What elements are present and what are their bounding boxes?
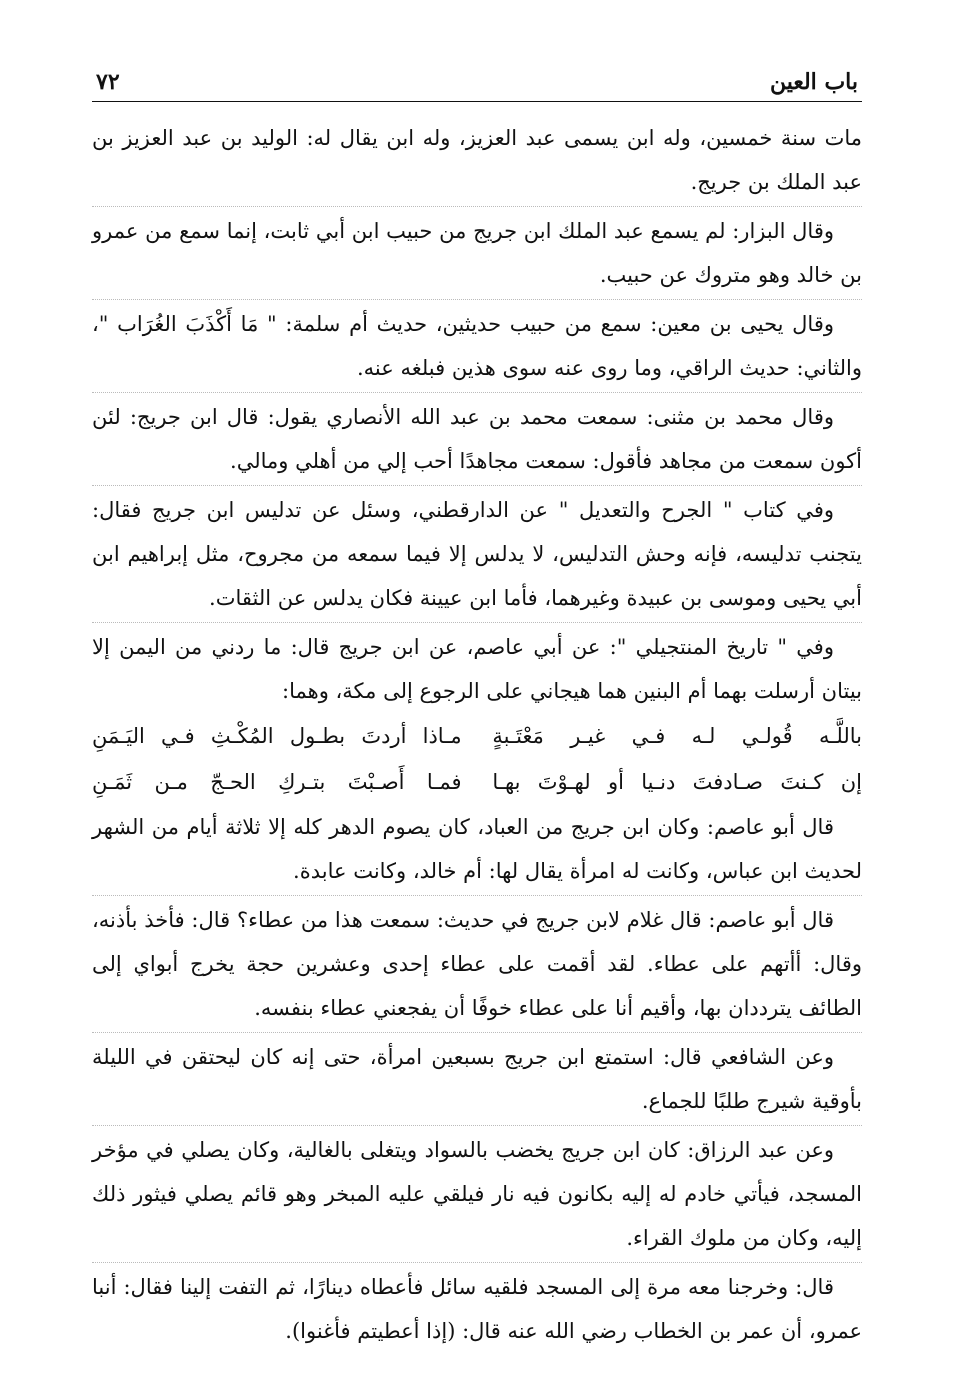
paragraph: وعن عبد الرزاق: كان ابن جريج يخضب بالسواد ويتغلى بالغالية، وكان يصلي في مؤخر المسجد، فيأتي خادم له إليه بكانون فيه نار فيلقي عليه المبخر وهو قائم يصلي فيثور ذلك إليه، وكان من ملوك القراء. bbox=[92, 1138, 862, 1250]
paragraph: مات سنة خمسين، وله ابن يسمى عبد العزيز، وله ابن يقال له: الوليد بن عبد العزيز بن عبد الملك بن جريج. bbox=[92, 126, 862, 194]
paragraph: وقال محمد بن مثنى: سمعت محمد بن عبد الله الأنصاري يقول: قال ابن جريج: لئن أكون سمعت من مجاهد فأقول: سمعت مجاهدًا أحب إلي من أهلي ومالي. bbox=[92, 405, 862, 473]
paragraph-divider bbox=[92, 1032, 862, 1033]
verse-second-hemistich: فمـا أَصـبْتَ بتـركِ الحـجّ مـن ثَمَـنِ bbox=[92, 770, 462, 794]
poem-verse bbox=[92, 713, 862, 759]
paragraph-divider bbox=[92, 299, 862, 300]
page-number: ٧٢ bbox=[96, 69, 120, 95]
paragraph: وفي " تاريخ المنتجيلي ": عن أبي عاصم، عن ابن جريج قال: ما ردني من اليمن إلا بيتان أرسلت بهما أم البنين هما هيجاني على الرجوع إلى مكة، وهما: bbox=[92, 635, 862, 703]
verse-first-hemistich: باللَّـه قُولـي لـه فـي غيـر مَعْتَـبةٍ bbox=[492, 724, 862, 748]
paragraph-divider bbox=[92, 622, 862, 623]
verse-second-hemistich: مـاذا أردتَ بطـول المُكْـثِ فـي اليَـمَنِ bbox=[92, 724, 462, 748]
paragraph: وفي كتاب " الجرح والتعديل " عن الدارقطني، وسئل عن تدليس ابن جريج فقال: يتجنب تدليسه، فإنه وحش التدليس، لا يدلس إلا فيما سمعه من مجروح، مثل إبراهيم ابن أبي يحيى وموسى بن عبيدة وغيرهما، فأما ابن عيينة فكان يدلس عن الثقات. bbox=[92, 498, 862, 610]
paragraph-divider bbox=[92, 206, 862, 207]
chapter-title: باب العين bbox=[769, 69, 858, 95]
page-body bbox=[92, 116, 862, 1353]
paragraph: وقال يحيى بن معين: سمع من حبيب حديثين، حديث أم سلمة: " مَا أَكْذَبَ الغُرَاب "، والثاني: حديث الراقي، وما روى عنه سوى هذين فبلغه عنه. bbox=[92, 312, 862, 380]
paragraph-divider bbox=[92, 392, 862, 393]
paragraph-divider bbox=[92, 1125, 862, 1126]
paragraph-divider bbox=[92, 895, 862, 896]
paragraph: وقال البزار: لم يسمع عبد الملك ابن جريج من حبيب ابن أبي ثابت، إنما سمع من عمرو بن خالد وهو متروك عن حبيب. bbox=[92, 219, 862, 287]
paragraph: قال: وخرجنا معه مرة إلى المسجد فلقيه سائل فأعطاه دينارًا، ثم التفت إلينا فقال: أنبا عمرو، أن عمر بن الخطاب رضي الله عنه قال: (إذا أعطيتم فأغنوا). bbox=[92, 1275, 862, 1343]
paragraph-divider bbox=[92, 485, 862, 486]
verse-first-hemistich: إن كـنتَ صـادفتَ دنـيا أو لهـوْتَ بهـا bbox=[492, 770, 862, 794]
running-header bbox=[92, 58, 862, 102]
paragraph: قال أبو عاصم: قال غلام لابن جريج في حديث: سمعت هذا من عطاء؟ قال: فأخذ بأذنه، وقال: أأتهم على عطاء. لقد أقمت على عطاء إحدى وعشرين حجة يخرج أبواي إلى الطائف يترددان بها، وأقيم أنا على عطاء خوفًا أن يفجعني عطاء بنفسه. bbox=[92, 908, 862, 1020]
paragraph: قال أبو عاصم: وكان ابن جريج من العباد، كان يصوم الدهر كله إلا ثلاثة أيام من الشهر لحديث ابن عباس، وكانت له امرأة يقال لها: أم خالد، وكانت عابدة. bbox=[92, 815, 862, 883]
paragraph-divider bbox=[92, 1262, 862, 1263]
poem-verse bbox=[92, 759, 862, 805]
paragraph: وعن الشافعي قال: استمتع ابن جريج بسبعين امرأة، حتى إنه كان ليحتقن في الليلة بأوقية شيرج طلبًا للجماع. bbox=[92, 1045, 862, 1113]
